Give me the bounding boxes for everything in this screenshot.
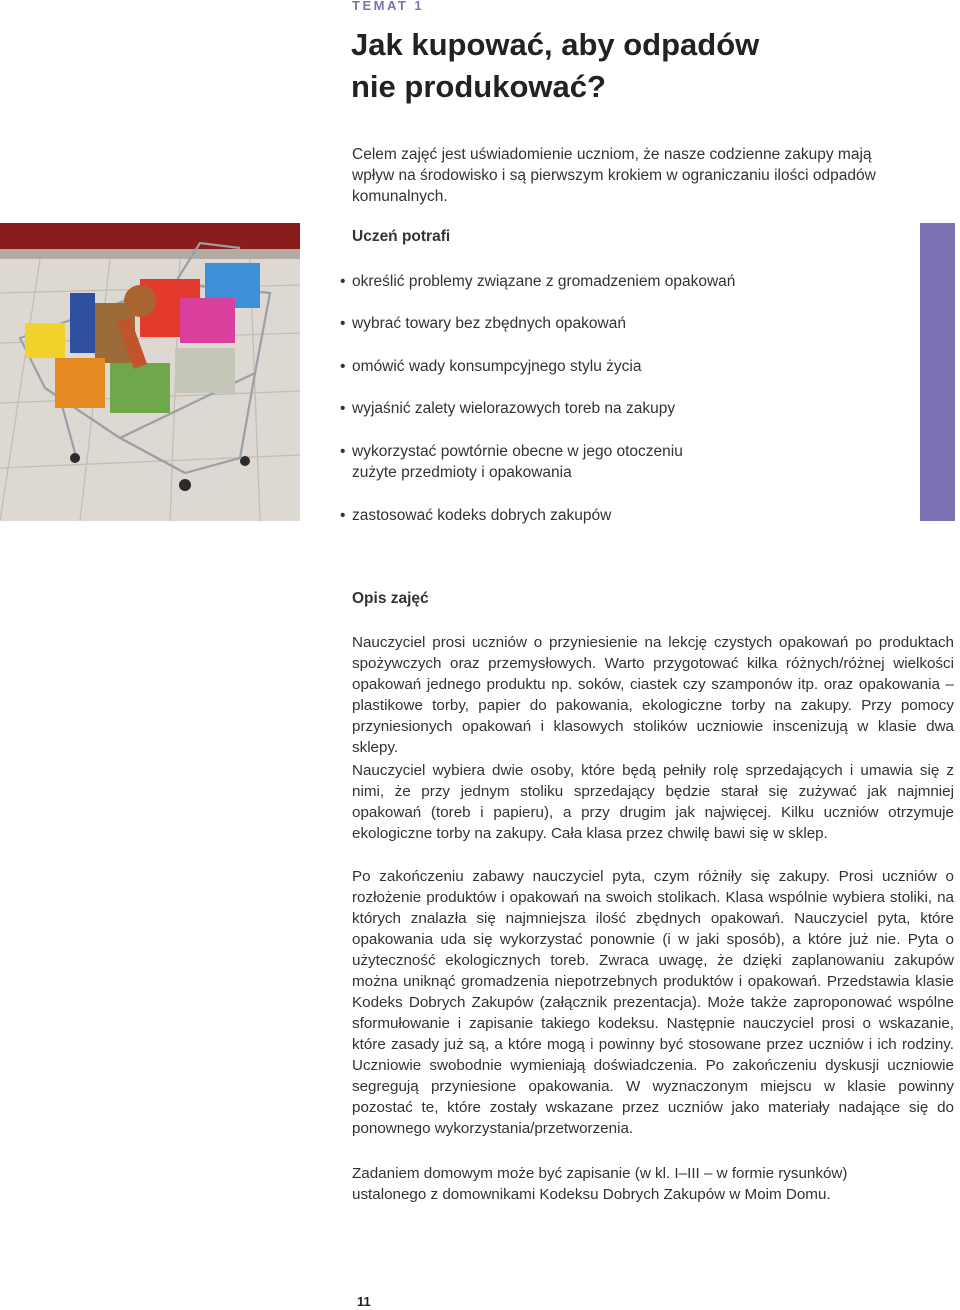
intro-paragraph: Celem zajęć jest uświadomienie uczniom, że nasze codzienne zakupy mają wpływ na środowisko i są pierwszym krokiem w ograniczaniu ilości odpadów komunalnych. (352, 146, 876, 205)
skill-item (340, 271, 780, 292)
page-title (351, 24, 911, 108)
skill-item (340, 441, 700, 483)
bullet-icon: • (340, 273, 346, 290)
description-heading: Opis zajęć (352, 590, 429, 607)
topic-label: TEMAT 1 (352, 0, 425, 13)
skill-item-text: omówić wady konsumpcyjnego stylu życia (352, 358, 642, 375)
description-paragraph: Nauczyciel wybiera dwie osoby, które będą pełniły rolę sprzedających i umawia się z nimi, że przy jednym stoliku sprzedający będzie starał się zużywać jak najmniej opakowań (toreb i papieru), a przy drugim jak najwięcej. Kilku uczniów otrzymuje ekologiczne torby na zakupy. Cała klasa przez chwilę bawi się w sklep. (352, 762, 954, 842)
skill-item-text: określić problemy związane z gromadzeniem opakowań (352, 273, 736, 290)
description-paragraph: Nauczyciel prosi uczniów o przyniesienie na lekcję czystych opakowań po produktach spożywczych oraz przemysłowych. Warto przygotować kilka różnych/różnej wielkości opakowań jednego produktu np. soków, ciastek czy szamponów itp. oraz opakowania –plastikowe torby, papier do pakowania, ekologiczne torby na zakupy. Przy pomocy przyniesionych opakowań i klasowych stolików uczniowie inscenizują w klasie dwa sklepy. (352, 634, 954, 756)
skill-item (340, 356, 780, 377)
shopping-cart-photo (0, 223, 300, 521)
page-number: 11 (357, 1294, 371, 1309)
bullet-icon: • (340, 315, 346, 332)
skill-item (340, 313, 780, 334)
skill-item-text: zastosować kodeks dobrych zakupów (352, 507, 612, 524)
bullet-icon: • (340, 507, 346, 524)
skill-item (340, 505, 780, 526)
bullet-icon: • (340, 358, 346, 375)
skill-item (340, 398, 780, 419)
bullet-icon: • (340, 443, 346, 460)
skill-item-text: wybrać towary bez zbędnych opakowań (352, 315, 626, 332)
skill-item-text: wykorzystać powtórnie obecne w jego otoczeniu zużyte przedmioty i opakowania (352, 443, 683, 481)
description-paragraph: Po zakończeniu zabawy nauczyciel pyta, czym różniły się zakupy. Prosi uczniów o rozłożenie produktów i opakowań na swoich stolikach. Klasa wspólnie wybiera stoliki, na których znalazła się najmniejsza ilość zbędnych opakowań. Nauczyciel pyta, które opakowania uda się wykorzystać ponownie (i w jaki sposób), a które już nie. Pyta o użyteczność ekologicznych toreb. Zwraca uwagę, że dzięki zaplanowaniu zakupów można uniknąć gromadzenia niepotrzebnych produktów i opakowań. Przedstawia klasie Kodeks Dobrych Zakupów (załącznik prezentacja). Może także zaproponować wspólne sformułowanie i zapisanie takiego kodeksu. Następnie nauczyciel prosi o wskazanie, które zasady już są, a które mogą i powinny być stosowane przez uczniów i ich rodziny. Uczniowie swobodnie wymieniają doświadczenia. Po zakończeniu dyskusji uczniowie segregują przyniesione opakowania. W wyznaczonym miejscu w klasie powinny pozostać te, które zostały wskazane przez uczniów jako materiały nadające się do ponownego wykorzystania/przetworzenia. (352, 868, 954, 1137)
skills-heading: Uczeń potrafi (352, 228, 451, 245)
title-line-1: Jak kupować, aby odpadów (351, 27, 760, 62)
accent-bar (920, 223, 955, 521)
skill-item-text: wyjaśnić zalety wielorazowych toreb na zakupy (352, 400, 676, 417)
title-line-2: nie produkować? (351, 69, 606, 104)
bullet-icon: • (340, 400, 346, 417)
homework-paragraph: Zadaniem domowym może być zapisanie (w kl. I–III – w formie rysunków) ustalonego z domownikami Kodeksu Dobrych Zakupów w Moim Domu. (352, 1165, 848, 1203)
